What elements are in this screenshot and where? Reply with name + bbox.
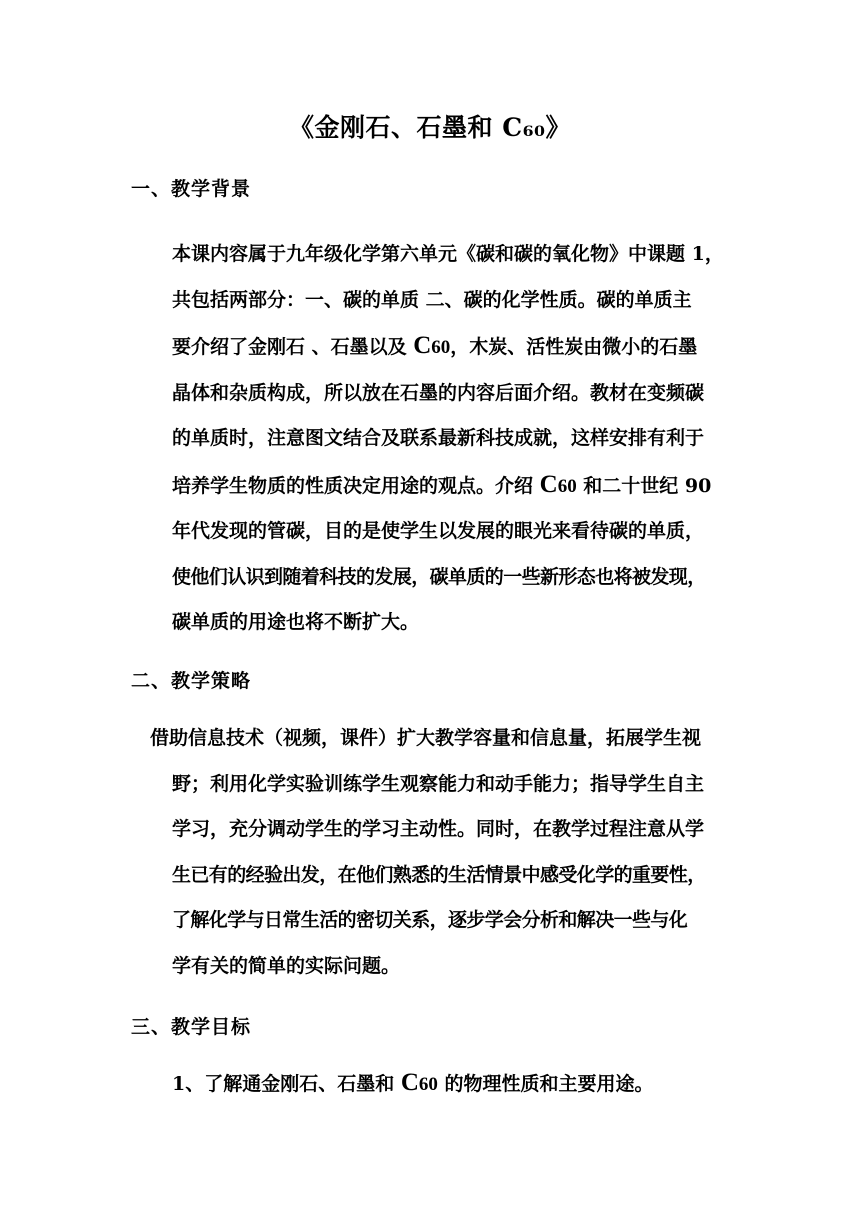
section-paragraph-background: 本课内容属于九年级化学第六单元《碳和碳的氧化物》中课题 1， 共包括两部分：一、碳的单质 二、碳的化学性质。碳的单质主 要介绍了金刚石 、石墨以及 C60，木炭、活性炭由微小的石墨 晶体和杂质构成，所以放在石墨的内容后面介绍。教材在变频碳 的单质时，注意图文结合及联系最新科技成就，这样安排有利于 培养学生物质的性质决定用途的观点。介绍 C60 和二十世纪 90 年代发现的管碳，目的是使学生以发展的眼光来看待碳的单质， 使他们认识到随着科技的发展，碳单质的一些新形态也将被发现， 碳单质的用途也将不断扩大。 [172,243,724,633]
section-paragraph-strategy: 借助信息技术（视频，课件）扩大教学容量和信息量，拓展学生视 野；利用化学实验训练学生观察能力和动手能力；指导学生自主 学习，充分调动学生的学习主动性。同时，在教学过程注意从学 生已有的经验出发，在他们熟悉的生活情景中感受化学的重要性， 了解化学与日常生活的密切关系，逐步学会分析和解决一些与化 学有关的简单的实际问题。 [150,727,706,977]
section-heading-strategy: 二、教学策略 [131,670,252,692]
section-heading-objectives: 三、教学目标 [131,1016,252,1038]
document-title: 《金刚石、石墨和 C₆₀》 [288,113,571,142]
section-heading-background: 一、教学背景 [131,178,252,200]
section-paragraph-objectives: 1、了解通金刚石、石墨和 C60 的物理性质和主要用途。 [172,1069,654,1096]
